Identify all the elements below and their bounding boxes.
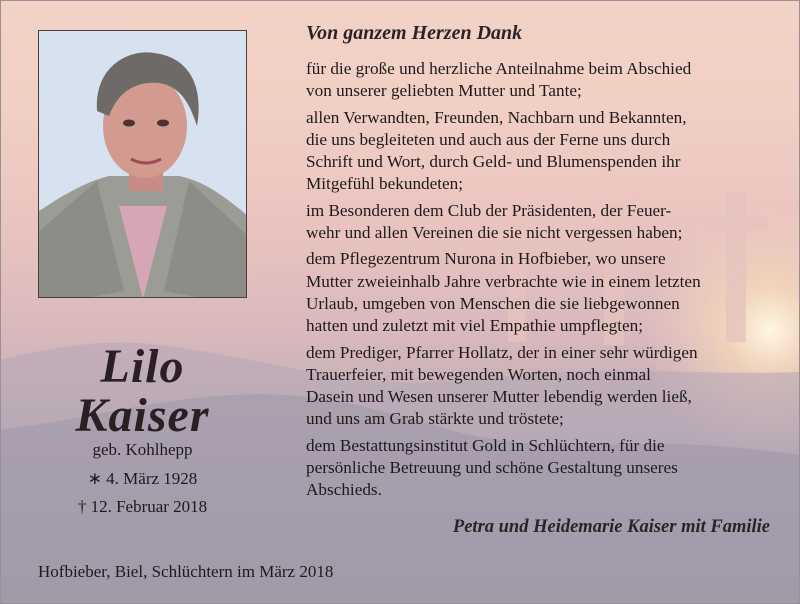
thanks-paragraph: für die große und herzliche Anteilnahme beim Abschied von unserer geliebten Mutter und Tante; [306,59,692,101]
thanks-heading: Von ganzem Herzen Dank [306,22,523,44]
birth-name: geb. Kohlhepp [92,440,193,459]
family-signature: Petra und Heidemarie Kaiser mit Familie [452,517,770,537]
death-date: † 12. Februar 2018 [77,497,208,516]
thanks-paragraph: dem Bestattungsinstitut Gold in Schlüchtern, für die persönliche Betreuung und schöne Gestaltung unseres Abschieds. [306,435,678,500]
first-name: Lilo [100,340,185,393]
thanks-paragraph: im Besonderen dem Club der Präsidenten, der Feuer- wehr und allen Vereinen die sie nicht vergessen haben; [306,200,683,243]
thanks-paragraph: allen Verwandten, Freunden, Nachbarn und Bekannten, die uns begleiteten und auch aus der Ferne uns durch Schrift und Wort, durch Geld- und Blumenspenden ihr Mitgefühl bekundeten; [306,107,687,194]
thanks-paragraph: dem Pflegezentrum Nurona in Hofbieber, wo unsere Mutter zweieinhalb Jahre verbrachte wie in einem letzten Urlaub, umgeben von Menschen die sie liebgewonnen hatten und zuletzt mit viel Empathie umpflegten; [306,249,701,336]
place-date-line: Hofbieber, Biel, Schlüchtern im März 2018 [38,562,334,581]
birth-date: ∗ 4. März 1928 [87,469,198,488]
thanks-paragraph: dem Prediger, Pfarrer Hollatz, der in einer sehr würdigen Trauerfeier, mit bewegenden Worten, noch einmal Dasein und Wesen unserer Mutter lebendig werden ließ, und uns am Grab stärkte und tröstete; [306,342,698,429]
last-name: Kaiser [75,389,210,442]
